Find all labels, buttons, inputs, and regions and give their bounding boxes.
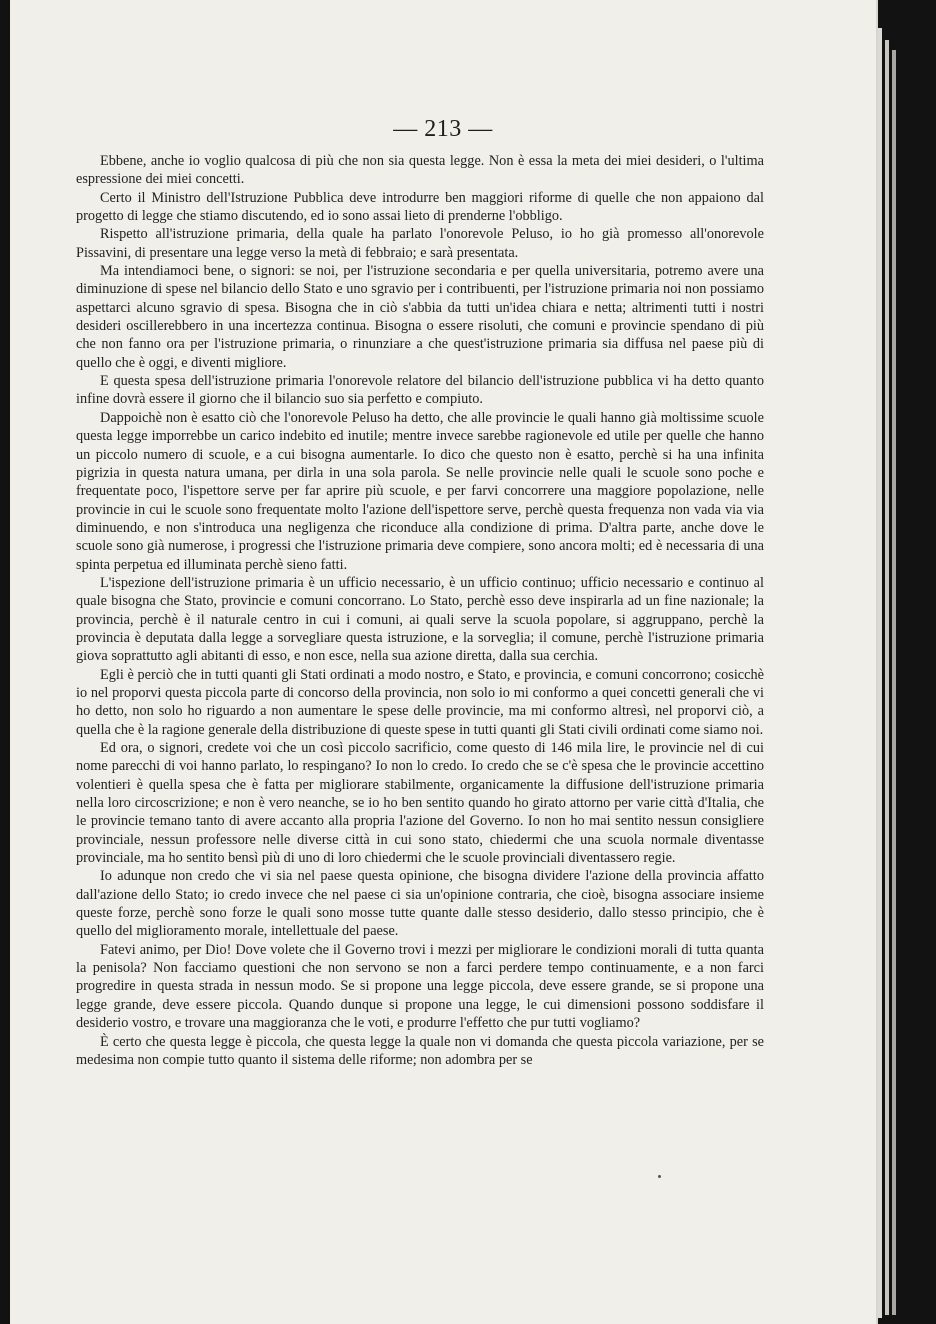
page-number: — 213 — [393,116,493,142]
page-edge [892,50,896,1315]
page-edge [878,28,882,1318]
paragraph-8: Egli è perciò che in tutti quanti gli Stati ordinati a modo nostro, e Stato, e provincia, e comuni concorrono; cosicchè io nel proporvi questa piccola parte di concorso della provincia, non solo io mi conformo a quei concetti generali che vi ho detto, non solo ho riguardo a non aumentare le spese delle provincie, ma mi conformo altresì, nel proporvi ciò, a quella che è la ragione generale della distribuzione di queste spese in tutti quanti gli Stati civili ordinati come siamo noi. [76,666,764,738]
paragraph-3: Rispetto all'istruzione primaria, della quale ha parlato l'onorevole Peluso, io ho già promesso all'onorevole Pissavini, di presentare una legge verso la metà di febbraio; e sarà presentata. [76,226,764,261]
paragraph-1: Ebbene, anche io voglio qualcosa di più che non sia questa legge. Non è essa la meta dei miei desideri, o l'ultima espressione dei miei concetti. [76,153,764,188]
body-text [76,152,764,1069]
paragraph-12: È certo che questa legge è piccola, che questa legge la quale non vi domanda che questa piccola variazione, per se medesima non compie tutto quanto il sistema delle riforme; non adombra per se [76,1033,764,1068]
paragraph-11: Fatevi animo, per Dio! Dove volete che il Governo trovi i mezzi per migliorare le condizioni morali di tutta quanta la penisola? Non facciamo questioni che non servono se non a farci perdere tempo continuamente, e a non farci progredire in questa strada in nessun modo. Se si propone una legge piccola, deve essere grande, se si propone una legge grande, deve essere piccola. Quando dunque si propone una legge, le cui dimensioni possono soddisfare il desiderio vostro, e trovare una maggioranza che le voti, e produrre l'effetto che pur tutti vogliamo? [76,941,764,1032]
paragraph-10: Io adunque non credo che vi sia nel paese questa opinione, che bisogna dividere l'azione della provincia affatto dall'azione dello Stato; io credo invece che nel paese ci sia un'opinione contraria, che cioè, bisogna associare insieme queste forze, perchè sono forze le quali sono mosse tutte quante dalle stesso desiderio, dallo stesso principio, che è quello del miglioramento morale, intellettuale del paese. [76,868,764,940]
page-edge [885,40,889,1315]
paragraph-5: E questa spesa dell'istruzione primaria l'onorevole relatore del bilancio dell'istruzione pubblica vi ha detto quanto infine dovrà essere il giorno che il bilancio suo sia perfetto e compiuto. [76,373,764,408]
paragraph-6: Dappoichè non è esatto ciò che l'onorevole Peluso ha detto, che alle provincie le quali hanno già moltissime scuole questa legge imporrebbe un carico indebito ed inutile; mentre invece sarebbe ragionevole ed utile per quelle che hanno un piccolo numero di scuole, e a cui bisogna aumentarle. Io dico che questo non è esatto, perchè si ha una infinita pigrizia in questa natura umana, per dirla in una sola parola. Se nelle provincie nelle quali le scuole sono poche e frequentate poco, l'ispettore serve per far aprire più scuole, e per farvi concorrere una maggiore popolazione, nelle provincie in cui le scuole sono frequentate molto l'azione dell'ispettore serve, perchè questa frequenza non vada via via diminuendo, e non s'introduca una negligenza che riconduce alla condizione di prima. D'altra parte, anche dove le scuole sono già numerose, i progressi che l'istruzione primaria deve compiere, sono ancora molti; ed è necessaria di una spinta perpetua ed illuminata perchè sieno fatti. [76,409,764,573]
paragraph-2: Certo il Ministro dell'Istruzione Pubblica deve introdurre ben maggiori riforme di quelle che non appaiono dal progetto di legge che stiamo discutendo, ed io sono assai lieto di prenderne l'obbligo. [76,189,764,225]
ink-speck [658,1175,661,1178]
paragraph-7: L'ispezione dell'istruzione primaria è un ufficio necessario, è un ufficio continuo; ufficio necessario e continuo al quale bisogna che Stato, provincie e comuni concorrano. Lo Stato, perchè esso deve inspirarla ad un fine nazionale; la provincia, perchè è il naturale centro in cui i comuni, ai quali serve la scuola popolare, si aggruppano, perchè la provincia è deputata dalla legge a sorvegliare questa istruzione, e la sorveglia; il comune, perchè l'istruzione primaria giova soprattutto agli abitanti di esso, e non esce, nella sua azione diretta, dalla sua cerchia. [76,574,764,665]
paragraph-4: Ma intendiamoci bene, o signori: se noi, per l'istruzione secondaria e per quella universitaria, potremo avere una diminuzione di spese nel bilancio dello Stato e uno sgravio per i contribuenti, per l'istruzione primaria noi non possiamo aspettarci alcuno sgravio di spesa. Bisogna che in ciò s'abbia da tutti un'idea chiara e netta; altrimenti tutti i nostri desideri oscillerebbero in una incertezza continua. Bisogna o essere risoluti, che comuni e provincie spendano di più che non fanno ora per l'istruzione primaria, o rinunziare a che quest'istruzione primaria sia diffusa nel paese più di quello che è oggi, e diventi migliore. [76,263,764,371]
book-page [10,0,876,1324]
paragraph-9: Ed ora, o signori, credete voi che un così piccolo sacrificio, come questo di 146 mila lire, le provincie nel di cui nome parecchi di voi hanno parlato, lo respingano? Io non lo credo. Io credo che se c'è spesa che le provincie accettino volentieri è quella spesa che è fatta per migliorare stabilmente, organicamente la diffusione dell'istruzione primaria nella loro circoscrizione; e non è vero neanche, se io ho ben sentito quando ho girato attorno per varie città d'Italia, che le provincie temano tanto di avere accanto alla propria l'azione del Governo. Io non ho mai sentito nessun consigliere provinciale, nessun professore nelle diverse città in cui sono stato, chiedermi che una scuola normale diventasse provinciale, ma ho sentito bensì più di uno di loro chiedermi che le scuole provinciali diventassero regie. [76,740,764,867]
